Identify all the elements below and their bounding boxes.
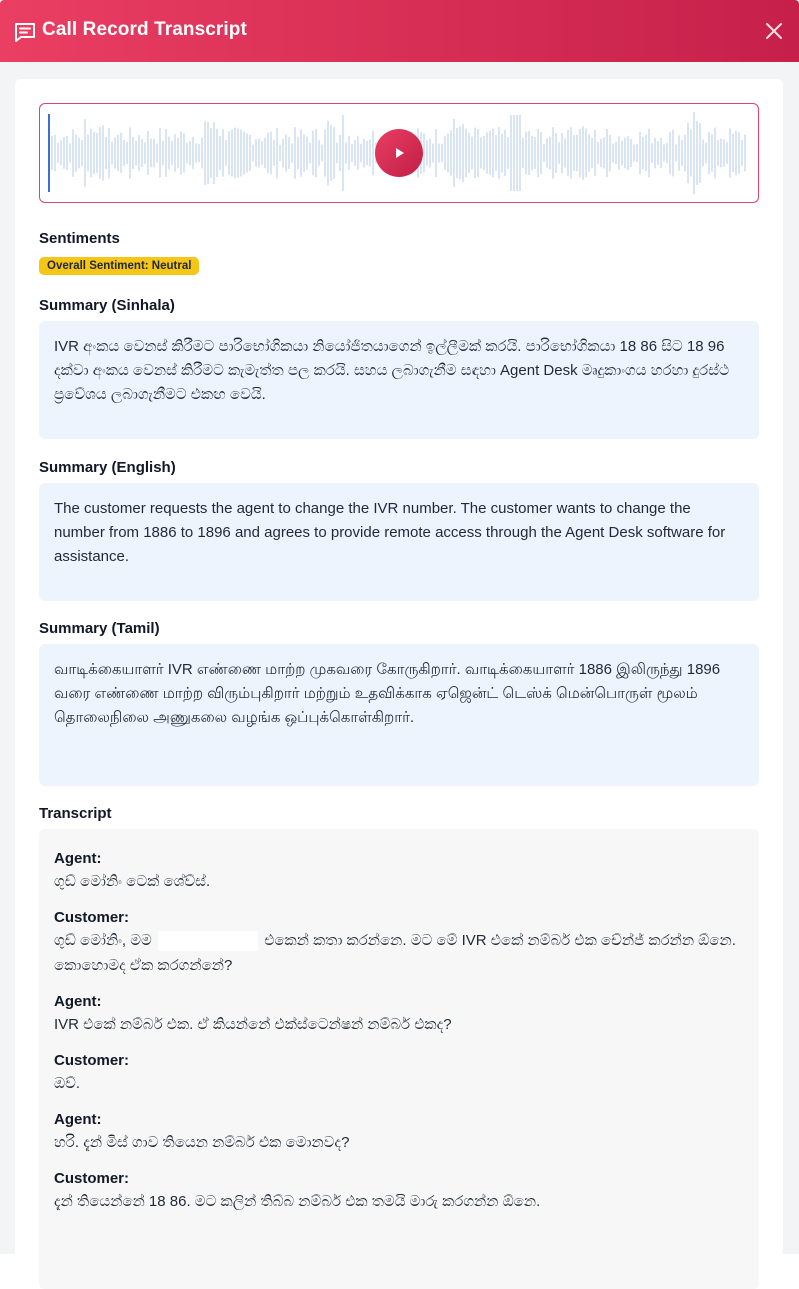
- sentiments-heading: Sentiments: [39, 230, 120, 247]
- speaker-label: Agent:: [54, 850, 102, 867]
- content-card: [15, 79, 783, 1279]
- sentiment-badge: Overall Sentiment: Neutral: [39, 257, 199, 275]
- audio-player[interactable]: [39, 103, 759, 203]
- play-icon: [392, 146, 406, 160]
- transcript-turn: [54, 908, 744, 978]
- utterance-part: ගුඩ් මෝනිං, මම: [54, 932, 152, 949]
- transcript-turn: [54, 1110, 744, 1155]
- transcript-list: [39, 829, 759, 1289]
- transcript-turn: [54, 992, 744, 1037]
- dialog-title: Call Record Transcript: [42, 19, 247, 40]
- transcript-turn: [54, 1051, 744, 1096]
- speaker-label: Customer:: [54, 1052, 130, 1069]
- message-square-icon: [13, 20, 37, 44]
- dialog-body: [0, 62, 799, 1254]
- summary-english-text: The customer requests the agent to change the IVR number. The customer wants to change the number from 1886 to 1896 and agrees to provide remote access through the Agent Desk software for assistance.: [39, 483, 759, 601]
- speaker-label: Customer:: [54, 909, 130, 926]
- utterance: [54, 928, 744, 978]
- transcript-turn: [54, 849, 744, 894]
- redacted-text: [158, 931, 258, 951]
- speaker-label: Customer:: [54, 1170, 130, 1187]
- utterance: IVR එකේ නම්බර් එක. ඒ කියන්නේ එක්ස්ටෙන්ෂන් නම්බර් එකද?: [54, 1016, 452, 1033]
- utterance: දැන් තියෙන්නේ 18 86. මට කලින් තිබ්බ නම්බර් එක තමයි මාරු කරගන්න ඕනෙ.: [54, 1193, 541, 1210]
- summary-tamil-text: வாடிக்கையாளர் IVR எண்ணை மாற்ற முகவரை கோருகிறார். வாடிக்கையாளர் 1886 இலிருந்து 1896 வரை எண்ணை மாற்ற விரும்புகிறார் மற்றும் உதவிக்காக ஏஜென்ட் டெஸ்க் மென்பொருள் மூலம் தொலைநிலை அணுகலை வழங்க ஒப்புக்கொள்கிறார்.: [39, 644, 759, 786]
- summary-english-heading: Summary (English): [39, 459, 176, 476]
- speaker-label: Agent:: [54, 1111, 102, 1128]
- utterance: ඔව්.: [54, 1075, 81, 1092]
- close-icon[interactable]: [763, 20, 785, 42]
- summary-tamil-heading: Summary (Tamil): [39, 620, 160, 637]
- play-button[interactable]: [375, 129, 423, 177]
- speaker-label: Agent:: [54, 993, 102, 1010]
- summary-sinhala-heading: Summary (Sinhala): [39, 297, 175, 314]
- utterance: හරි. දැන් මිස් ගාව තියෙන නම්බර් එක මොනවද?: [54, 1134, 350, 1151]
- utterance: ගුඩ් මෝනිං ටෙක් ශේව්ස්.: [54, 873, 211, 890]
- utterance-part: එකෙන් කතා කරන්නෙ. මට මේ IVR එකේ නම්බර් එක චේන්ජ් කරන්න ඕනෙ. කොහොමද ඒක කරගන්නේ?: [54, 932, 736, 974]
- dialog-header: [0, 0, 799, 62]
- summary-sinhala-text: IVR අංකය වෙනස් කිරීමට පාරිභෝගිකයා නියෝජිතයාගෙන් ඉල්ලීමක් කරයි. පාරිභෝගිකයා 18 86 සිට 18 96 දක්වා අංකය වෙනස් කිරීමට කැමැත්ත පල කරයි. සහය ලබාගැනීම සඳහා Agent Desk මෘදුකාංගය හරහා දුරස්ථ ප්‍රවේශය ලබාගැනීමට එකඟ වෙයි.: [39, 321, 759, 439]
- transcript-turn: [54, 1169, 744, 1214]
- transcript-heading: Transcript: [39, 805, 112, 822]
